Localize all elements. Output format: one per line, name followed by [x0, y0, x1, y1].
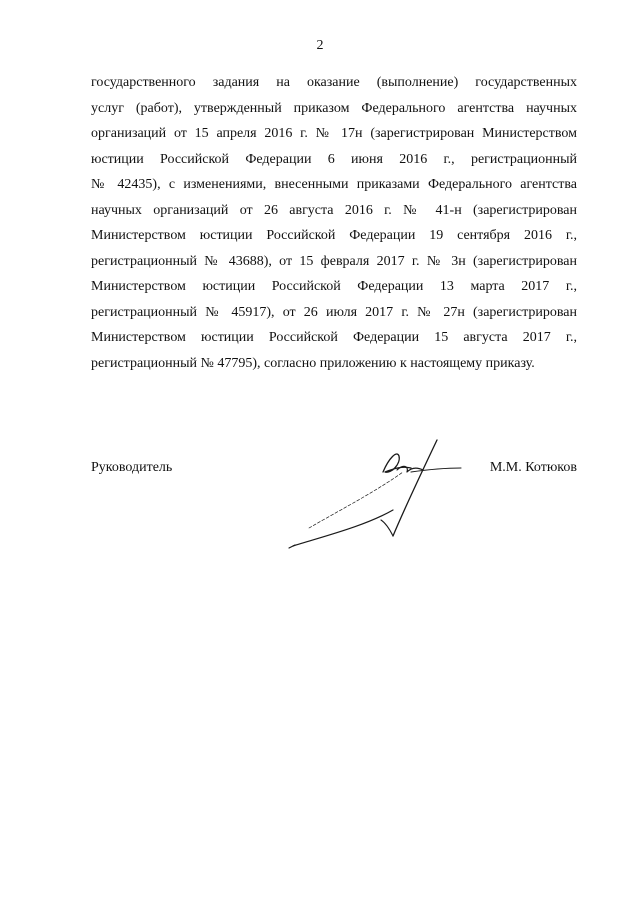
page-number: 2 [316, 38, 324, 53]
body-line-4: юстиции Российской Федерации 6 июня 2016 г., регистрационный [91, 151, 577, 167]
body-line-6: научных организаций от 26 августа 2016 г. № 41-н (зарегистрирован [91, 202, 577, 218]
body-line-2: услуг (работ), утвержденный приказом Федерального агентства научных [91, 100, 577, 116]
body-line-5: № 42435), с изменениями, внесенными приказами Федерального агентства [91, 177, 577, 192]
body-line-1: государственного задания на оказание (выполнение) государственных [91, 75, 577, 90]
body-line-9: Министерством юстиции Российской Федерации 13 марта 2017 г., [91, 279, 577, 294]
document-body [91, 70, 577, 376]
body-line-12: регистрационный № 47795), согласно приложению к настоящему приказу. [91, 355, 535, 371]
body-line-11: Министерством юстиции Российской Федерации 15 августа 2017 г., [91, 330, 577, 345]
body-line-8: регистрационный № 43688), от 15 февраля 2017 г. № 3н (зарегистрирован [91, 253, 577, 269]
signer-title: Руководитель [91, 460, 173, 475]
signer-name: М.М. Котюков [489, 460, 577, 475]
body-line-3: организаций от 15 апреля 2016 г. № 17н (зарегистрирован Министерством [91, 126, 577, 141]
signature-strokes [289, 440, 461, 548]
body-line-10: регистрационный № 45917), от 26 июля 2017 г. № 27н (зарегистрирован [91, 304, 577, 320]
handwritten-signature [285, 432, 465, 554]
body-line-7: Министерством юстиции Российской Федерации 19 сентября 2016 г., [91, 228, 577, 243]
signature-block [91, 460, 577, 484]
